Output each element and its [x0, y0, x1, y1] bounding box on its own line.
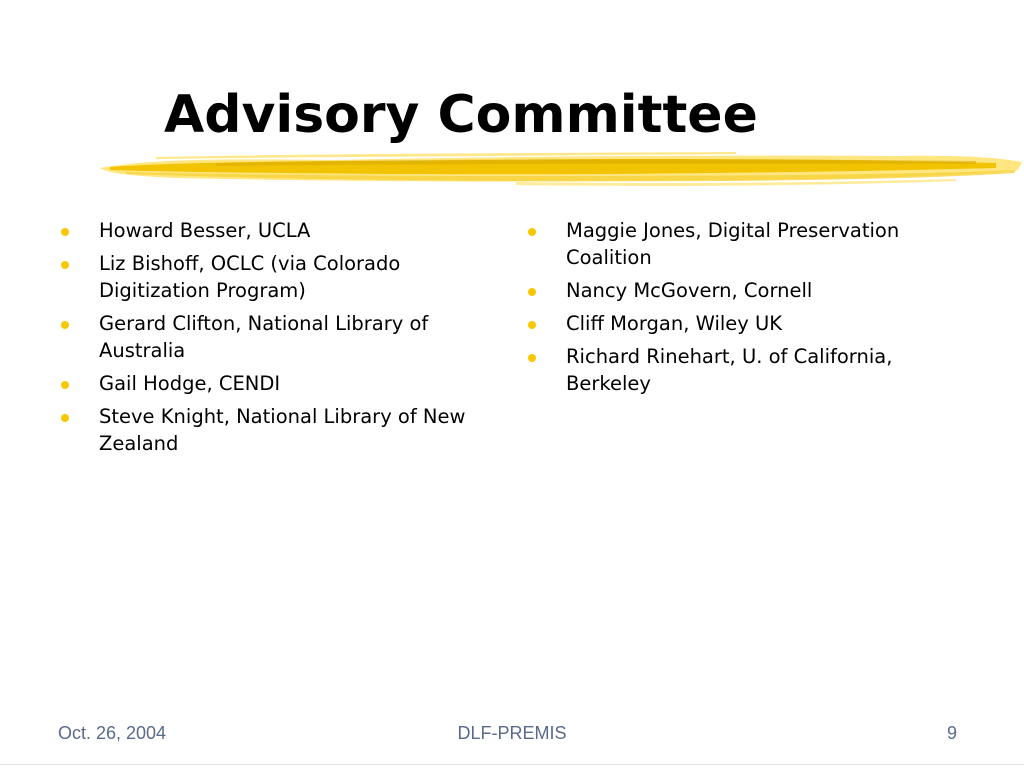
- bullet-icon: [528, 354, 536, 362]
- bullet-icon: [528, 321, 536, 329]
- list-item-text: Nancy McGovern, Cornell: [566, 279, 813, 302]
- bullet-icon: [528, 288, 536, 296]
- bullet-icon: [528, 228, 536, 236]
- slide-title: Advisory Committee: [164, 85, 758, 145]
- list-item-text: Maggie Jones, Digital Preservation Coalition: [566, 219, 900, 269]
- list-item: [58, 250, 488, 304]
- list-item: [525, 343, 965, 397]
- list-item: [58, 310, 488, 364]
- bullet-icon: [61, 414, 69, 422]
- list-item-text: Richard Rinehart, U. of California, Berkeley: [566, 345, 893, 395]
- list-item: [525, 217, 965, 271]
- list-item: [58, 403, 488, 457]
- right-bullet-list: [525, 217, 965, 403]
- list-item-text: Gail Hodge, CENDI: [99, 372, 281, 395]
- bottom-divider: [0, 764, 1024, 765]
- list-item-text: Cliff Morgan, Wiley UK: [566, 312, 783, 335]
- list-item-text: Howard Besser, UCLA: [99, 219, 311, 242]
- yellow-brush-stroke-decoration: [96, 146, 1024, 190]
- list-item: [525, 310, 965, 337]
- footer-title: DLF-PREMIS: [457, 723, 567, 743]
- page-number: 9: [946, 723, 957, 743]
- left-bullet-list: [58, 217, 488, 463]
- bullet-icon: [61, 381, 69, 389]
- footer-date: Oct. 26, 2004: [58, 723, 167, 743]
- list-item-text: Gerard Clifton, National Library of Australia: [99, 312, 429, 362]
- list-item-text: Liz Bishoff, OCLC (via Colorado Digitization Program): [99, 252, 401, 302]
- list-item: [58, 370, 488, 397]
- list-item: [58, 217, 488, 244]
- bullet-icon: [61, 228, 69, 236]
- bullet-icon: [61, 261, 69, 269]
- list-item: [525, 277, 965, 304]
- bullet-icon: [61, 321, 69, 329]
- list-item-text: Steve Knight, National Library of New Zealand: [99, 405, 466, 455]
